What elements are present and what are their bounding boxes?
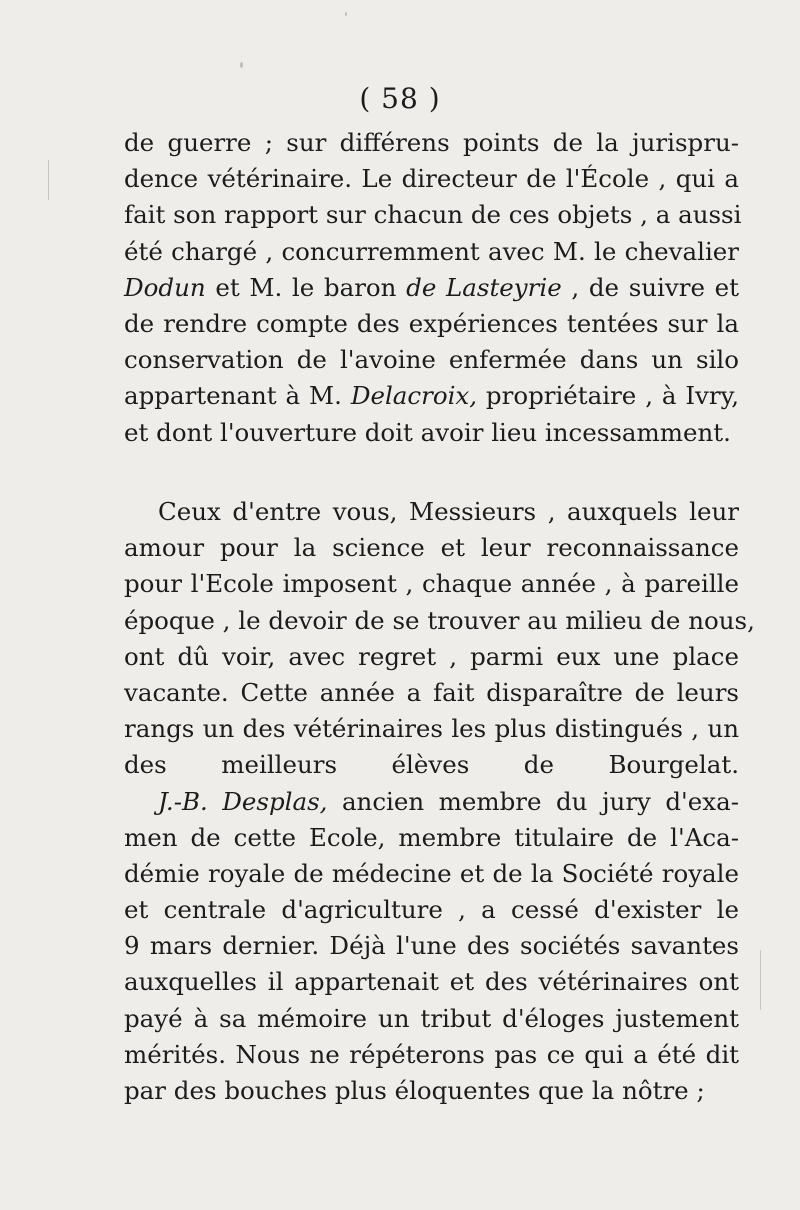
italic-name: J.-B. Desplas, bbox=[158, 786, 328, 816]
text-run: appartenant à M. bbox=[124, 381, 351, 411]
text-line bbox=[124, 603, 755, 639]
text-run: époque , le devoir de se trouver au milieu de nous, bbox=[124, 605, 755, 635]
text-run: 9 mars dernier. Déjà l'une des sociétés savantes bbox=[124, 931, 739, 961]
text-line bbox=[124, 747, 739, 783]
text-line bbox=[124, 1073, 739, 1109]
text-line bbox=[124, 234, 739, 270]
text-run: mérités. Nous ne répéterons pas ce qui a été dit bbox=[124, 1039, 739, 1069]
text-run: , de suivre et bbox=[561, 272, 739, 302]
text-run: été chargé , concurremment avec M. le chevalier bbox=[124, 236, 739, 266]
text-line bbox=[124, 964, 739, 1000]
text-line bbox=[124, 378, 739, 414]
text-run: pour l'Ecole imposent , chaque année , à pareille bbox=[124, 569, 739, 599]
text-run: Ceux d'entre vous, Messieurs , auxquels leur bbox=[158, 497, 739, 526]
text-line bbox=[124, 1037, 739, 1073]
text-line bbox=[124, 415, 739, 451]
italic-name: Delacroix, bbox=[350, 381, 478, 411]
text-line bbox=[124, 1001, 739, 1037]
text-run: rangs un des vétérinaires les plus distingués , un bbox=[124, 714, 739, 744]
text-run: ont dû voir, avec regret , parmi eux une place bbox=[124, 641, 739, 671]
text-line bbox=[124, 675, 739, 711]
italic-name: Dodun bbox=[124, 272, 206, 302]
text-line bbox=[124, 784, 739, 820]
text-run: par des bouches plus éloquentes que la nôtre ; bbox=[124, 1076, 705, 1105]
text-line bbox=[124, 125, 739, 161]
text-run: propriétaire , à Ivry, bbox=[477, 381, 739, 411]
paper-speck bbox=[240, 62, 243, 68]
text-line bbox=[124, 639, 739, 675]
italic-name: de Lasteyrie bbox=[406, 272, 562, 302]
text-run: amour pour la science et leur reconnaissance bbox=[124, 533, 739, 563]
text-line bbox=[124, 342, 739, 378]
text-run: fait son rapport sur chacun de ces objets , a aussi bbox=[124, 200, 742, 230]
text-run: de guerre ; sur différens points de la jurispru- bbox=[124, 128, 739, 157]
text-run: auxquelles il appartenait et des vétérinaires ont bbox=[124, 967, 739, 997]
text-run: payé à sa mémoire un tribut d'éloges justement bbox=[124, 1003, 739, 1033]
text-line bbox=[124, 892, 739, 928]
text-run: vacante. Cette année a fait disparaître de leurs bbox=[124, 677, 739, 707]
text-run: conservation de l'avoine enfermée dans un silo bbox=[124, 345, 739, 375]
text-line bbox=[124, 711, 739, 747]
text-line bbox=[124, 494, 739, 530]
text-line bbox=[124, 928, 739, 964]
paper-speck bbox=[345, 12, 347, 16]
text-run: dence vétérinaire. Le directeur de l'École , qui a bbox=[124, 164, 739, 194]
text-line bbox=[124, 306, 739, 342]
text-line bbox=[124, 566, 739, 602]
text-run: et M. le baron bbox=[205, 272, 407, 302]
text-line bbox=[124, 530, 739, 566]
text-run: des meilleurs élèves de Bourgelat. bbox=[124, 750, 739, 780]
page-number: ( 58 ) bbox=[359, 82, 441, 115]
text-line bbox=[124, 820, 739, 856]
text-run: de rendre compte des expériences tentées sur la bbox=[124, 308, 739, 338]
paragraph-2 bbox=[124, 494, 755, 1109]
paper-scratch bbox=[48, 160, 49, 200]
text-line bbox=[124, 197, 742, 233]
text-line bbox=[124, 161, 739, 197]
text-run: et dont l'ouverture doit avoir lieu incessamment. bbox=[124, 417, 731, 447]
text-run: ancien membre du jury d'exa- bbox=[327, 786, 739, 816]
text-run: men de cette Ecole, membre titulaire de l'Aca- bbox=[124, 822, 739, 852]
text-line bbox=[124, 270, 739, 306]
text-run: démie royale de médecine et de la Société royale bbox=[124, 858, 739, 888]
paragraph-1 bbox=[124, 125, 742, 451]
paper-scratch bbox=[760, 950, 761, 1010]
text-line bbox=[124, 856, 739, 892]
text-run: et centrale d'agriculture , a cessé d'exister le bbox=[124, 895, 739, 925]
